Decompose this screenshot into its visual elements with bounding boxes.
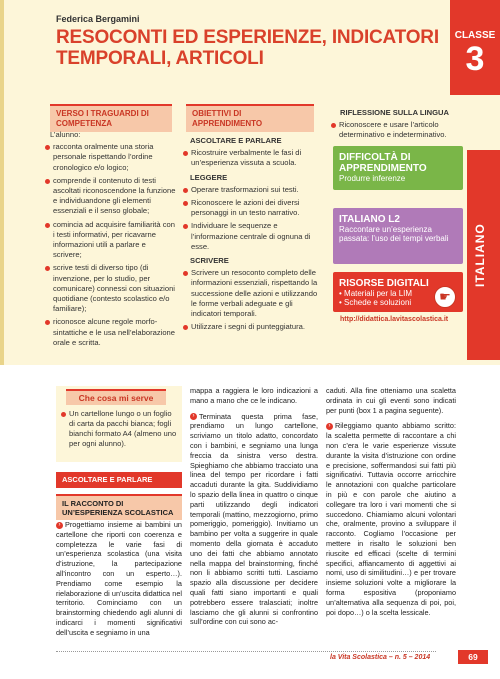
arrow-icon: › [326,423,333,430]
page-number: 69 [458,650,488,664]
list-item: Operare trasformazioni sui testi. [182,185,322,195]
list-item: Ricostruire verbalmente le fasi di un’esperienza vissuta a scuola. [182,148,322,168]
card-l2-title: ITALIANO L2 [339,214,400,225]
body-col3-paragraph-1: caduti. Alla fine otteniamo una scaletta ordinata in cui gli eventi sono indicati per punti (box 1 a pagina seguente). [326,386,456,415]
list-item: Un cartellone lungo o un foglio di carta da pacchi bianca; fogli bianchi formato A4 (almeno uno per ogni alunno). [60,409,178,449]
traguardi-title: VERSO I TRAGUARDI DI COMPETENZA [56,109,149,128]
obiettivi-heading-leggere: LEGGERE [190,172,228,182]
classe-number: 3 [465,40,485,78]
card-difficolta-title: DIFFICOLTÀ DI APPRENDIMENTO [339,152,427,174]
arrow-icon: › [190,413,197,420]
card-difficolta-sub: Produrre inferenze [339,174,406,183]
body-col3-text: Rileggiamo quanto abbiamo scritto: la scaletta permette di raccontare a chi non c’era le varie esperienze vissute durante la visita d’istruzione con ordine e precisione, soffermandosi sui fatti più significativi. Tuttavia occorre arricchire le annotazioni con qualche particolare in più e con parole che aiutino a collegare tra loro i vari momenti che si succedono. Chiamiamo alcuni volontari che, oralmente, provino a sviluppare il racconto. Cogliamo l’occasione per mettere in risalto le soluzioni ben riuscite ed efficaci (scelte di termini specifici, affiancamento di aggettivi ai nomi, uso di similitudini…) e per trovare insieme soluzioni volte a migliorare la forma espositiva (proponiamo un’alternativa alla sequenza di poi, poi, poi dopo…) o la scelta lessicale. [326,421,456,617]
body-column-3 [326,386,456,617]
body-column-2 [190,386,318,627]
obiettivi-column [182,104,322,335]
arrow-icon: › [56,522,63,529]
list-item: Riconoscere e usare l’articolo determinativo e indeterminativo. [330,120,466,140]
list-item: Scrivere un resoconto completo delle informazioni essenziali, rispettando la successione delle azioni e utilizzando le forme verbali adeguate e gli indicatori temporali. [182,268,322,319]
section-bar: ASCOLTARE E PARLARE [56,472,182,488]
body-col3-paragraph-2 [326,421,456,617]
traguardi-intro: L’alunno: [50,130,81,139]
body-column-1 [56,520,182,638]
card-digitali-title: RISORSE DIGITALI [339,278,429,289]
classe-badge [450,0,500,95]
riflessione-title: RIFLESSIONE SULLA LINGUA [340,108,449,117]
riflessione-column [326,104,466,144]
title-line-2: TEMPORALI, ARTICOLI [56,48,264,69]
list-item: comprende il contenuto di testi ascoltati riconoscendone la funzione e individuandone gli elementi essenziali e il senso globale; [44,176,176,217]
footer-divider [56,651,436,652]
body-col2-paragraph-2 [190,412,318,628]
classe-label: CLASSE [454,30,496,41]
list-item: scrive testi di diverso tipo (di invenzione, per lo studio, per comunicare) connessi con situazioni quotidiane (contesto scolastico e/o familiare); [44,263,176,314]
card-digitali-item1: • Materiali per la LIM [339,289,413,298]
subject-tab-label: ITALIANO [473,223,487,287]
card-digitali-item2: • Schede e soluzioni [339,298,412,307]
pointing-hand-icon: ☛ [434,286,456,308]
title-line-1: RESOCONTI ED ESPERIENZE, INDICATORI [56,27,439,48]
list-item: racconta oralmente una storia personale rispettando l’ordine cronologico e/o logico; [44,142,176,173]
body-col1-text: Progettiamo insieme ai bambini un cartellone che riporti con coerenza e completezza le varie fasi di un’esperienza scolastica (una visita d’istruzione, la partecipazione all’incontro con un esperto…). Prendiamo come esempio la rielaborazione di un’uscita didattica nel territorio. Cominciamo con un brainstorming chiedendo agli alunni di indicarci i momenti significativi dell’uscita e segniamo in una [56,520,182,637]
obiettivi-title: OBIETTIVI DI APPRENDIMENTO [192,109,263,128]
top-band-edge [0,0,4,365]
list-item: comincia ad acquisire familiarità con i testi informativi, per ricavarne informazioni utili a parlare e scrivere; [44,220,176,261]
card-difficolta[interactable] [333,146,463,190]
page-title [56,27,446,69]
list-item: Riconoscere le azioni dei diversi personaggi in un testo narrativo. [182,198,322,218]
card-l2-sub: Raccontare un’esperienza passata: l’uso dei tempi verbali [339,225,449,243]
materials-title: Che cosa mi serve [66,389,166,405]
author-name: Federica Bergamini [56,14,140,24]
materials-text [60,409,178,452]
section-heading: IL RACCONTO DI UN’ESPERIENZA SCOLASTICA [56,494,182,520]
digital-resources-link[interactable]: http://didattica.lavitascolastica.it [340,316,449,323]
list-item: Individuare le sequenze e l’informazione centrale di ognuna di esse. [182,221,322,252]
card-italiano-l2[interactable] [333,208,463,264]
list-item: riconosce alcune regole morfo-sintattiche e le usa nell’elaborazione orale e scritta. [44,317,176,348]
obiettivi-heading-scrivere: SCRIVERE [190,256,229,266]
traguardi-column [44,104,176,351]
obiettivi-heading-ascoltare: ASCOLTARE E PARLARE [190,136,282,145]
footer-magazine: la Vita Scolastica – n. 5 – 2014 [330,654,431,661]
body-col2-paragraph-1: mappa a raggiera le loro indicazioni a mano a mano che ce le indicano. [190,386,318,405]
list-item: Utilizzare i segni di punteggiatura. [182,322,322,332]
body-col2-text: Terminata questa prima fase, prendiamo un lungo cartellone, scriviamo un titolo adatto, concordato con i bambini, e segniamo una lunga freccia da sinistra verso destra. Spieghiamo che abbiamo tracciato una linea del tempo per ricordare i fatti accaduti durante la gita. Suddividiamo lo spazio della linea in quattro o cinque parti utilizzando degli indicatori temporali (mattino, mezzogiorno, primo pomeriggio, pomeriggio). Invitiamo un bambino per volta a suggerire in quale momento della giornata è accaduto uno dei fatti che abbiamo annotato nella mappa del brainstorming, finché non li abbiamo scritti tutti. Lasciamo spazio alla discussione per decidere quali fatti siano importanti e quali potrebbero essere tralasciati; inoltre lasciamo che gli alunni si confrontino sull’ordine con cui sono ac- [190,411,318,627]
